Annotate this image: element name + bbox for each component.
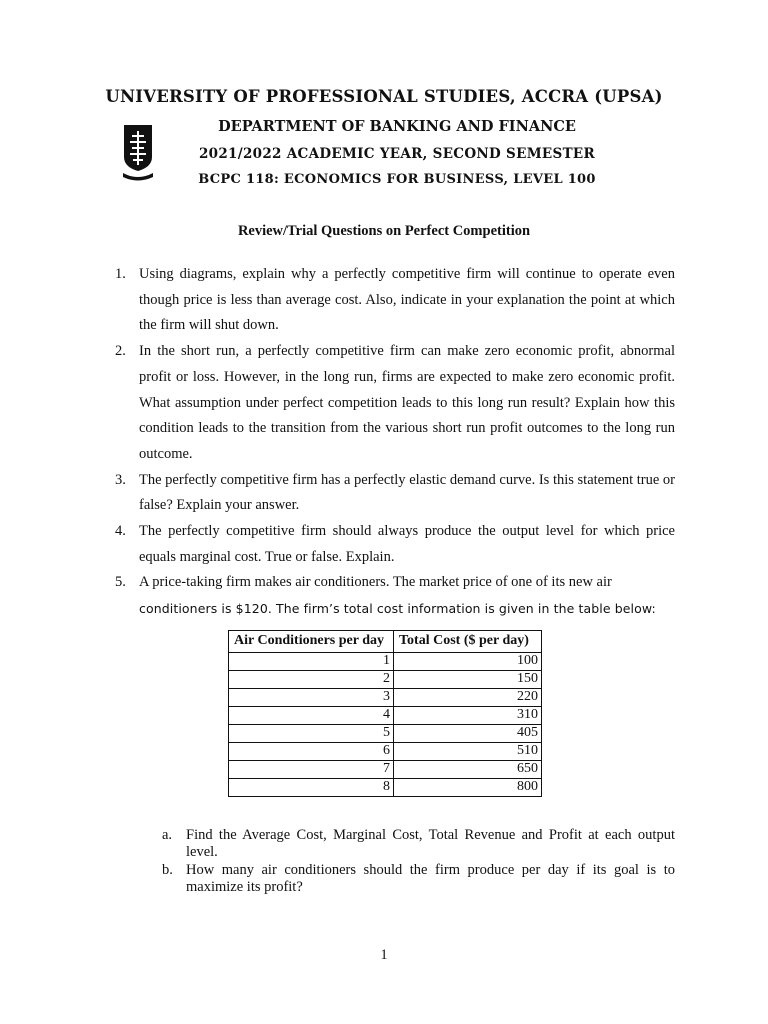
quantity-cell: 8	[229, 779, 394, 797]
question-2	[115, 339, 675, 468]
course-title: BCPC 118: ECONOMICS FOR BUSINESS, LEVEL 100	[198, 172, 596, 187]
question-number: 3.	[115, 471, 126, 488]
page-number: 1	[380, 947, 388, 963]
subquestion-text: How many air conditioners should the firm produce per day if its goal is to maximize its profit?	[186, 862, 675, 895]
question-text-continued: conditioners is $120. The firm’s total cost information is given in the table below:	[139, 601, 656, 617]
semester-title: 2021/2022 ACADEMIC YEAR, SECOND SEMESTER	[198, 146, 596, 162]
total-cost-cell: 650	[394, 761, 542, 779]
question-text: In the short run, a perfectly competitive firm can make zero economic profit, abnormal profit or loss. However, in the long run, firms are expected to make zero economic profit. What assumption under perfect competition leads to this long run result? Explain how this condition leads to the transition from the various short run profit outcomes to the long run outcome.	[139, 343, 675, 462]
question-text: The perfectly competitive firm should always produce the output level for which price equals marginal cost. True or false. Explain.	[139, 523, 675, 565]
table-row	[229, 671, 542, 689]
question-4	[115, 519, 675, 570]
subquestion-list	[162, 827, 675, 897]
quantity-cell: 7	[229, 761, 394, 779]
quantity-cell: 6	[229, 743, 394, 761]
quantity-cell: 5	[229, 725, 394, 743]
table-row	[229, 743, 542, 761]
question-3	[115, 468, 675, 519]
quantity-cell: 4	[229, 707, 394, 725]
column-header-total-cost: Total Cost ($ per day)	[394, 631, 542, 653]
subquestion-letter: b.	[162, 862, 173, 878]
total-cost-cell: 405	[394, 725, 542, 743]
university-title: UNIVERSITY OF PROFESSIONAL STUDIES, ACCRA (UPSA)	[105, 87, 663, 106]
table-row	[229, 707, 542, 725]
quantity-cell: 3	[229, 689, 394, 707]
total-cost-cell: 220	[394, 689, 542, 707]
table-row	[229, 779, 542, 797]
total-cost-table	[228, 630, 542, 797]
question-number: 5.	[115, 574, 126, 591]
column-header-quantity: Air Conditioners per day	[229, 631, 394, 653]
question-list	[115, 262, 675, 623]
table-header-row	[229, 631, 542, 653]
question-text: The perfectly competitive firm has a perfectly elastic demand curve. Is this statement true or false? Explain your answer.	[139, 471, 675, 514]
question-1	[115, 262, 675, 339]
question-number: 2.	[115, 343, 126, 360]
question-text: Using diagrams, explain why a perfectly competitive firm will continue to operate even though price is less than average cost. Also, indicate in your explanation the point at which the firm will shut down.	[139, 266, 675, 334]
table-row	[229, 653, 542, 671]
total-cost-cell: 100	[394, 653, 542, 671]
total-cost-cell: 510	[394, 743, 542, 761]
table-row	[229, 761, 542, 779]
table-row	[229, 689, 542, 707]
total-cost-cell: 150	[394, 671, 542, 689]
document-subtitle: Review/Trial Questions on Perfect Competition	[237, 223, 531, 239]
subquestion-letter: a.	[162, 827, 173, 843]
department-title: DEPARTMENT OF BANKING AND FINANCE	[218, 118, 576, 135]
table-row	[229, 725, 542, 743]
question-text: A price-taking firm makes air conditioners. The market price of one of its new air	[139, 574, 612, 591]
question-number: 4.	[115, 523, 126, 540]
quantity-cell: 1	[229, 653, 394, 671]
question-5	[115, 570, 675, 622]
question-number: 1.	[115, 266, 126, 282]
quantity-cell: 2	[229, 671, 394, 689]
total-cost-cell: 310	[394, 707, 542, 725]
total-cost-cell: 800	[394, 779, 542, 797]
subquestion-text: Find the Average Cost, Marginal Cost, Total Revenue and Profit at each output level.	[186, 827, 675, 860]
subquestion-b	[162, 862, 675, 896]
subquestion-a	[162, 827, 675, 861]
